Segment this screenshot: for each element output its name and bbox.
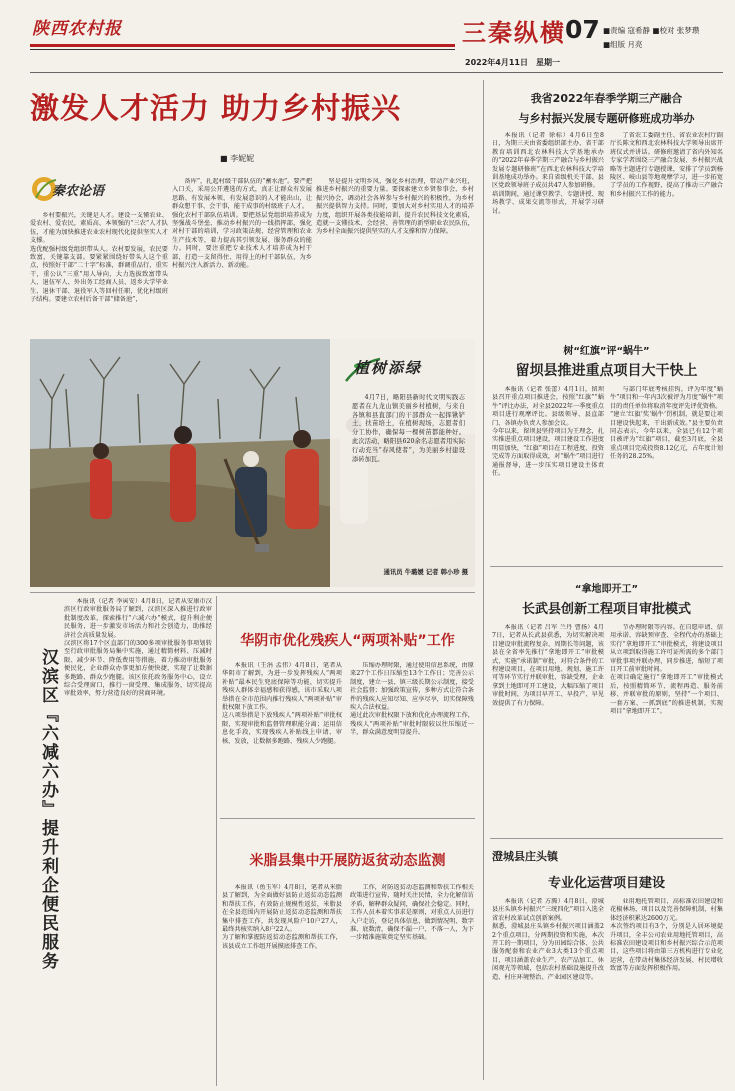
page-title: 三秦纵横 [462,18,566,47]
design-line: ■组版 月亮 [603,40,643,49]
ra2-col-1-text: 本报讯（记者 张蕾）4月1日，留坝县召开重点项目推进会，按照“红旗”“蜗牛”评比办法，对全县2022年一季度重点项目进行观摩评比。县级领导、县直部门、各镇办负责人参加会议。 今年以来，留坝县坚持项目为王理念，扎实推进重点项目建设，项目建设工作进度明显加快，“红旗”项目在工程进度、投资完成等方面取得成效，对“蜗牛”项目进行通报督导，进一步压实项目建设主体责任。 [492,386,604,478]
left-article-body [64,598,212,1084]
date-line: 2022年4月11日 星期一 [465,58,560,67]
ca2-col-1 [222,884,342,1084]
masthead-rule-thin [30,49,455,50]
ca2-col-1-text: 本报讯（鱼玉军）4月8日，笔者从米脂县了解到，为全面做好县防止返贫动态监测和帮扶工作，有效防止规模性返贫，米脂县在全县范围内开展防止返贫动态监测和帮扶集中排查工作，共发现风险户10户27人，最终共核实纳入8户22人。 为了解和掌握防返贫动态监测和帮扶工作，该县成立工作组开展摸底排查工作。 [222,884,342,950]
left-vertical-headline: 汉滨区『六减六办』提升利企便民服务 [38,648,58,971]
photo-caption-text: 4月7日，略阳县新时代文明实践志愿者在九龙山镇美丽乡村植树，与来自各镇和县直部门的干部群众一起挥锹铲土、扶苗培土，在植树现场，志愿者们分工协作，确保每一棵树苗都能种好。此次活动，略阳县620余名志愿者用实际行动充当“春风使者”，为美丽乡村建设添砖加瓦。 [352,394,465,463]
lead-col-2-text: 备库”，扎起村级干部队伍的“蓄水池”。要严把入口关，采用公开遴选的方式，真正让群众有发展思路、有发展本领、有发展意识的人才能出山，让群众想干事、会干事，能干成事的村级班子人才。 强化农村干部队伍培训。要把基层党组织培养成为坚强战斗堡垒、推动乡村振兴的一线指挥部，强化对村干部的培训，学习政策法规、经营管理和农业生产技术等，着力提高其引领发展、服务群众的能力。同时，要注重把专业技术人才培养成为村干部，打造一支留得住、用得上的村干部队伍，为乡村振兴注入新活力、新动能。 [172,178,312,270]
lead-col-3-text: 坚是提升文明乡风，强化乡村治理，带动产业兴旺，推进乡村振兴的重要力量。要探索建立乡贤参事会、乡村振兴协会，调动社会各界参与乡村振兴的积极性，为乡村振兴提供智力支持。同时，要加大对乡村实用人才的培养力度，组织开展各类技能培训，提升农民科技文化素质，造就一支懂技术、会经营、善管理的新型职业农民队伍，为乡村全面振兴提供坚实的人才支撑和智力保障。 [316,178,474,236]
right-column-rule [483,80,484,1080]
ra4-col-2 [610,898,723,1084]
ra2-col-2 [610,386,723,562]
lead-col-1 [30,212,168,332]
center-divider [220,818,475,819]
left-article-body-text: 本报讯（记者 李寅安）4月8日，记者从安康市汉滨区行政审批服务局了解到，汉滨区深入推进行政审批制度改革，探索推行“六减六办”模式，提升利企便民服务，进一步激发市场活力和社会创造力，助推经济社会高质量发展。 汉滨区将17个区直部门的300多项审批服务事项划转至行政审批服务局集中实施，通过精简材料、压减时限、减少环节、降低费用等措施，着力推动审批服务便民化，企业群众办事更加方便快捷，实现了让数据多跑路、群众少跑腿。该区依托政务服务中心，设立综合受理窗口，推行一窗受理、集成服务，切实提高审批效率，努力营造良好的营商环境。 [64,598,212,698]
ra3-headline: 长武县创新工程项目审批模式 [521,602,691,617]
ra1-col-1-text: 本报讯（记者 徐标）4月6日至8日，为期三天由省委组织部主办、省干部教育培训西北农林科技大学基地承办的“2022年春季学期三产融合与乡村振兴发展专题研修班”在西北农林科技大学培训基地成功举办。来自省级机关干部、县区党政领导班子成员共47人参加研修。 培训期间，通过课堂教学、专题讲授、现场教学、成果交流等形式，开展学习研讨。 [492,132,604,215]
ra3-col-1-text: 本报讯（记者 吕军 兰丹 曹扬）4月7日，记者从长武县获悉，为切实解决项目建设审批流程复杂、周期长等问题，该县在全省率先推行“拿地即开工”审批模式，实施“承诺制”审批，对符合条件的工程建设项目，在项目用地、规划、施工许可等环节实行并联审批、容缺受理，企业拿到土地即可开工建设，大幅压缩了项目审批时间，为项目早开工、早投产、早见效提供了有力保障。 [492,624,604,707]
ra2-kicker: 树“红旗”评“蜗牛” [563,346,650,357]
right-divider-2 [490,838,723,839]
ca2-col-2-text: 工作，对防返贫动态监测和帮扶工作相关政策进行宣传，随时关注民情，全力化解信访矛盾，解释群众疑问，确保社会稳定。同时，工作人员本着实事求是原则，对重点人员进行入户走访，登记具体信息，做到情况明、数字准、底数清，确保不漏一户、不落一人，为下一步精准施策奠定坚实基础。 [350,884,474,942]
lead-col-1-text: 乡村要振兴，关键是人才。建设一支懂农业、爱农村、爱农民，素质高、本领强的“三农”人才队伍，才能为加快推进农业农村现代化提供坚实人才支撑。 选优配强村级党组织带头人。农村要发展，农民要致富，关键靠支部。要紧紧围绕好带头人这个重点，按照好干部“二十字”标准，群调重品行，重实干，重公认“三重”用人导向，大力选拔致富带头人、退伍军人、外出务工经商人员、返乡大学毕业生、退休干部、退役军人等回村任职，优化村级班子结构。要建立农村后备干部“储备池”， [30,212,168,304]
section-divider-left [30,592,475,593]
ra4-col-1 [492,898,604,1084]
page-number: 07 [565,15,600,44]
ra4-kicker: 澄城县庄头镇 [492,850,558,863]
ra2-col-1 [492,386,604,562]
paper-name: 陕西农村报 [32,19,122,39]
ra1-col-2 [610,132,723,324]
ra2-col-2-text: 与部门年底考核挂钩，评为年度“蜗牛”项目和一年内3次被评为月度“蜗牛”项目的责任单位将取消年度评先评优资格。 “建立‘红旗’奖‘蜗牛’罚机制，就是要让项目建设快起来，干出新成效。”县主要负责同志表示，今年以来，全县已有12个项目被评为“红旗”项目，截至3月底，全县重点项目完成投资8.12亿元，占年度计划任务的28.25%。 [610,386,723,461]
ca2-headline: 米脂县集中开展防返贫动态监测 [249,853,446,869]
ra1-headline-1: 我省2022年春季学期三产融合 [530,92,683,105]
lead-col-3 [316,178,474,332]
column-logo-text: 秦农论语 [52,184,105,199]
masthead-rule-red [30,44,455,47]
ra1-col-2-text: 了省农工委副主任、省农业农村厅副厅长陈文和西北农林科技大学领导出席开班仪式并讲话。研修班邀请了省内外知名专家学者围绕三产融合发展、乡村振兴战略等主题进行专题授课，安排了学员到杨陵区、岐山县等地观摩学习，进一步拓宽了学员的工作视野，提高了推动三产融合和乡村振兴工作的能力。 [610,132,723,198]
photo-column-title [340,353,460,383]
masthead [0,0,735,80]
ra4-col-1-text: 本报讯（记者 方腾）4月8日，澄城县庄头镇乡村振兴“三统四化”项目入选全省农村改革试点创新案例。 据悉，澄城县庄头镇乡村振兴项目涵盖22个重点项目，分两期投资和实施，本次开工的一期项目，分为田园综合体、公共服务配套和农业产业3大类13个重点项目，项目涵盖农业生产、农产品加工、休闲观光等领域，包括农村基础设施提升改造、村庄环境整治、产业园区建设等。 [492,898,604,981]
header-divider [30,72,723,73]
ra1-col-1 [492,132,604,324]
photo-column-title-text: 植树添绿 [354,359,423,377]
lead-headline: 激发人才活力 助力乡村振兴 [30,91,402,125]
editor-line: ■责编 寇希静 ■校对 张梦瓒 [603,26,700,35]
ra3-col-1 [492,624,604,832]
ra2-headline: 留坝县推进重点项目大干快上 [515,363,698,379]
tree-planting-photo [30,339,475,587]
photo-credit: 通讯员 牛璐媛 记者 韩小珍 摄 [383,569,468,576]
center-column-rule [216,596,217,1086]
lead-byline: ■ 李妮妮 [220,154,255,163]
right-divider-1 [490,566,723,567]
ra3-kicker: “拿地即开工” [574,584,639,595]
ra1-headline-2: 与乡村振兴发展专题研修班成功举办 [518,112,695,125]
lead-col-2 [172,178,312,332]
column-logo [30,172,118,206]
ra3-col-2 [610,624,723,832]
ra3-col-2-text: 节办理时限等内容。在自愿申请、信用承诺、容缺预审查、全程代办的基础上实行“拿地即开工”审批模式，将建设项目从立项到取得施工许可证所需的多个部门审批事项并联办理，同步推进，缩短了项目开工前审批时间。 在项目确定施行“拿地即开工”审批模式后，按照精简环节、流程再造、服务前移、并联审批的原则，坚持“一个项目、一套方案、一抓到底”的推进机制，实现项目“拿地即开工”。 [610,624,723,716]
ca2-col-2 [350,884,474,1084]
ca1-col-2-text: 压缩办理时限，通过使用信息系统，由原来27个工作日压缩至13个工作日；完善公示制度，建立一县、镇三级长期公示制度，接受社会监督；加强政策宣传，多种方式让符合条件的残疾人应知尽知、应享尽享，切实保障残疾人合法权益。 通过此次审批权限下放和优化办理流程工作，残疾人“两项补贴”审批时限较以往压缩近一半，群众满意度明显提升。 [350,662,474,737]
ca1-col-2 [350,662,474,812]
ca1-col-1-text: 本报讯（王涓 孟伟）4月8日，笔者从华阴市了解到，为进一步发挥残疾人“两项补贴”最本民生兜底保障等功能，切实提升残疾人群体幸福感和获得感，该市采取八项举措在全市范围内推行残疾人“两项补贴”审批权限下放工作。 这八项举措是下放残疾人“两项补贴”审批权限，实现审批和监督管理职能分离；运用信息化手段，实现残疾人补贴线上申请、审核、发放，让数据多跑路、残疾人少跑腿。 [222,662,342,745]
ra4-headline: 专业化运营项目建设 [547,876,665,891]
ca1-col-1 [222,662,342,812]
photo-caption [352,394,465,564]
ca1-headline: 华阴市优化残疾人“两项补贴”工作 [240,633,455,649]
ra4-col-2-text: 业用地托管项目，高标准农田建设和花椒林场，项目以及完善保障机制，村集体经济积累达2600万元。 本次签约项目有3个，分别是人居环境提升项目，全丰公司农业用地托管项目，高标准农田建设项目和乡村振兴综合示范项目，这些项目将由第三方机构进行专业化运营，在带动村集体经济发展、村民增收致富等方面发挥积极作用。 [610,898,723,973]
